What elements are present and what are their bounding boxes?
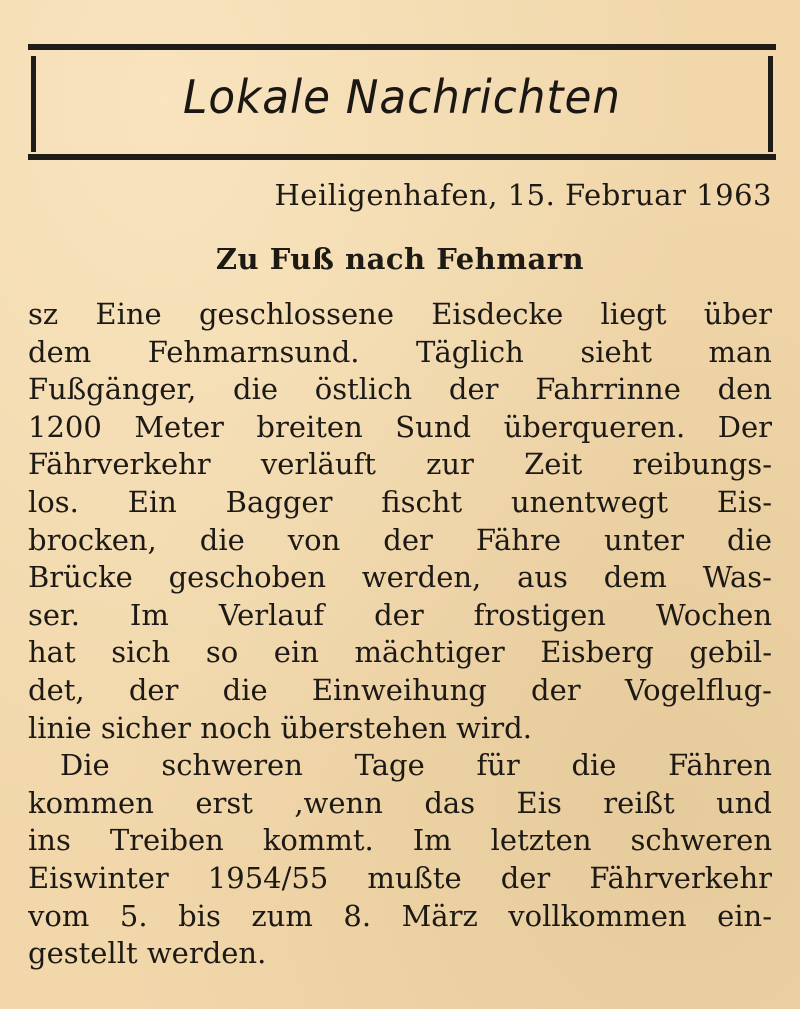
text-line: ser. Im Verlauf der frostigen Wochen	[28, 597, 772, 632]
text-line: gestellt werden.	[28, 936, 267, 971]
text-line: det, der die Einweihung der Vogelflug-	[28, 672, 772, 707]
text-line: kommen erst ,wenn das Eis reißt und	[28, 785, 772, 820]
text-line: Fährverkehr verläuft zur Zeit reibungs-	[28, 447, 772, 482]
text-line: Brücke geschoben werden, aus dem Was-	[28, 560, 772, 595]
text-line: vom 5. bis zum 8. März vollkommen ein-	[28, 898, 772, 933]
text-line: Eiswinter 1954/55 mußte der Fährverkehr	[28, 860, 772, 895]
text-line: linie sicher noch überstehen wird.	[28, 710, 532, 745]
article-body	[28, 296, 772, 973]
section-title: Lokale Nachrichten	[183, 70, 621, 124]
text-line: ins Treiben kommt. Im letzten schweren	[28, 823, 772, 858]
text-line: 1200 Meter breiten Sund überqueren. Der	[28, 409, 772, 444]
text-line: dem Fehmarnsund. Täglich sieht man	[28, 334, 772, 369]
text-line: hat sich so ein mächtiger Eisberg gebil-	[28, 635, 772, 670]
text-line: los. Ein Bagger fischt unentwegt Eis-	[28, 484, 772, 519]
text-line: brocken, die von der Fähre unter die	[28, 522, 772, 557]
section-header-box	[28, 44, 776, 160]
dateline: Heiligenhafen, 15. Februar 1963	[274, 178, 772, 212]
article-headline: Zu Fuß nach Fehmarn	[215, 242, 585, 276]
text-line: Fußgänger, die östlich der Fahrrinne den	[28, 372, 772, 407]
paragraph-2	[28, 747, 772, 973]
header-right-rule	[768, 56, 773, 152]
text-line: sz Eine geschlossene Eisdecke liegt über	[28, 297, 772, 331]
paragraph-1	[28, 296, 772, 747]
header-left-rule	[31, 56, 36, 152]
text-line: Die schweren Tage für die Fähren	[60, 748, 772, 783]
